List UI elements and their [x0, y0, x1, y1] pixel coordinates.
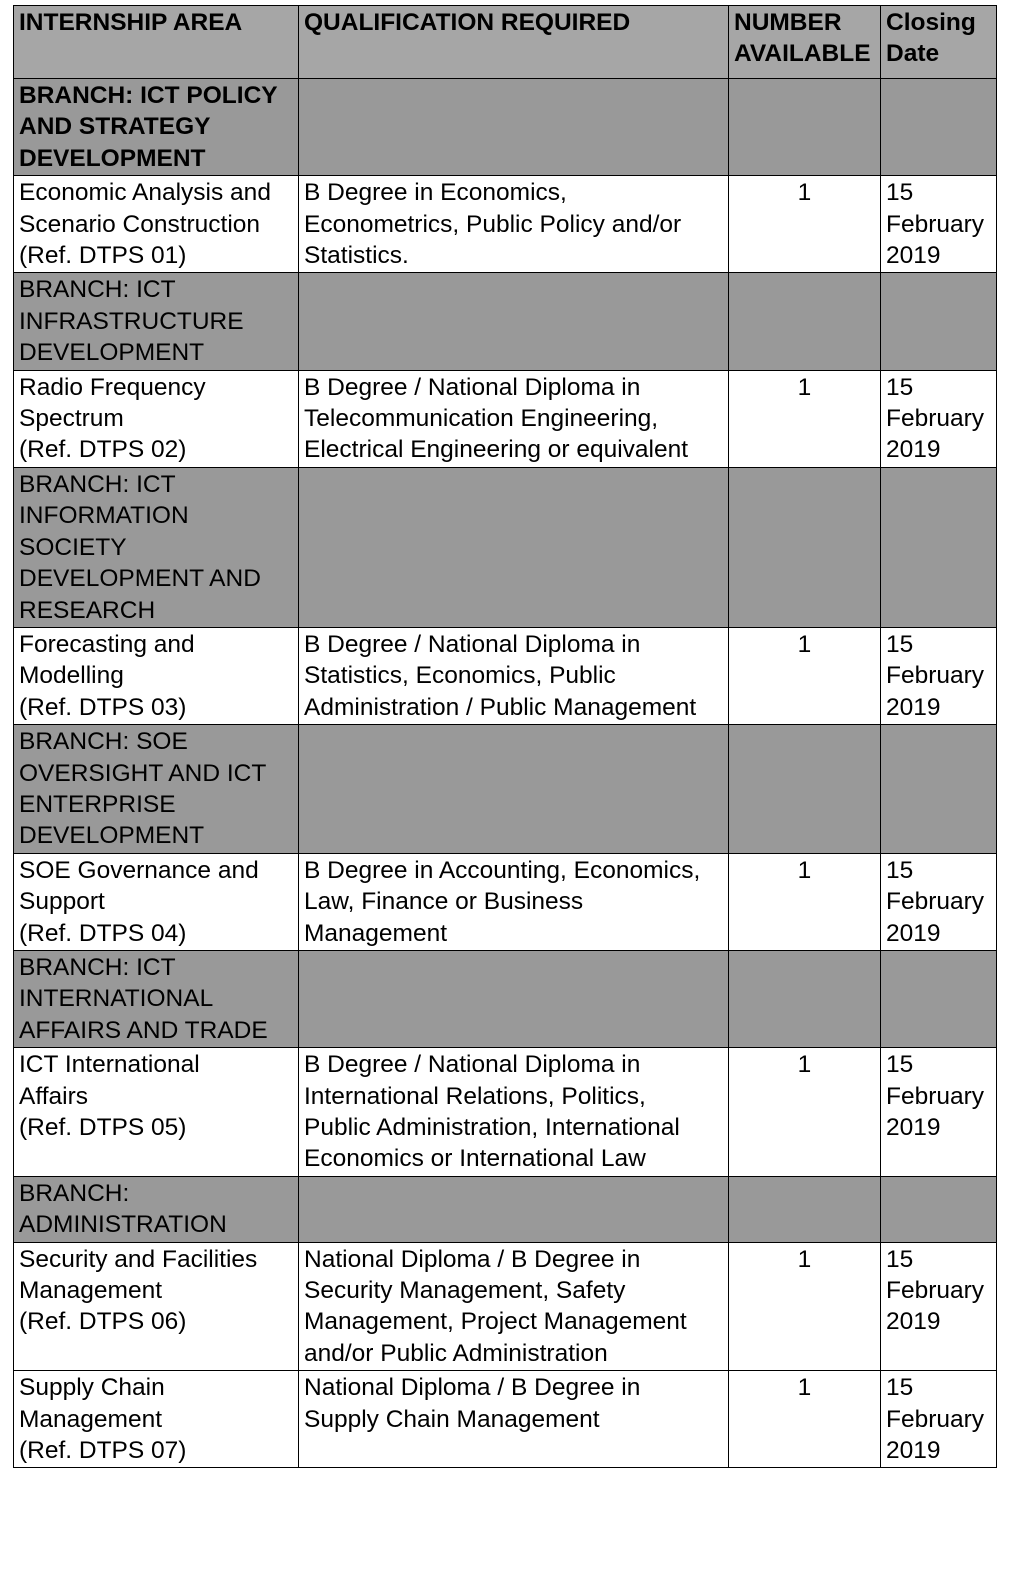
closing-date-cell: 15 February 2019 [881, 1242, 997, 1371]
header-internship-area: INTERNSHIP AREA [14, 6, 299, 79]
internship-area-cell: SOE Governance and Support (Ref. DTPS 04) [14, 853, 299, 950]
internship-area-cell: Security and Facilities Management (Ref. DTPS 06) [14, 1242, 299, 1371]
branch-row [14, 467, 997, 627]
qualification-cell: National Diploma / B Degree in Supply Chain Management [299, 1371, 729, 1468]
branch-label: BRANCH: ICT INTERNATIONAL AFFAIRS AND TRADE [14, 950, 299, 1047]
table-header-row [14, 6, 997, 79]
qualification-cell: B Degree / National Diploma in Telecommunication Engineering, Electrical Engineering or equivalent [299, 370, 729, 467]
qualification-cell: B Degree in Accounting, Economics, Law, Finance or Business Management [299, 853, 729, 950]
qualification-cell: B Degree in Economics, Econometrics, Public Policy and/or Statistics. [299, 176, 729, 273]
branch-label: BRANCH: ADMINISTRATION [14, 1176, 299, 1242]
header-qualification-required: QUALIFICATION REQUIRED [299, 6, 729, 79]
closing-date-cell: 15 February 2019 [881, 627, 997, 724]
internship-area-cell: ICT International Affairs (Ref. DTPS 05) [14, 1048, 299, 1177]
table-row [14, 627, 997, 724]
closing-date-cell: 15 February 2019 [881, 1371, 997, 1468]
table-row [14, 370, 997, 467]
closing-date-cell: 15 February 2019 [881, 1048, 997, 1177]
number-available-cell: 1 [729, 176, 881, 273]
closing-date-cell: 15 February 2019 [881, 176, 997, 273]
internship-table [13, 5, 997, 1468]
table-row [14, 853, 997, 950]
branch-row [14, 79, 997, 176]
internship-area-cell: Supply Chain Management (Ref. DTPS 07) [14, 1371, 299, 1468]
branch-label: BRANCH: SOE OVERSIGHT AND ICT ENTERPRISE DEVELOPMENT [14, 725, 299, 854]
header-closing-date: Closing Date [881, 6, 997, 79]
qualification-cell: B Degree / National Diploma in Statistics, Economics, Public Administration / Public Management [299, 627, 729, 724]
number-available-cell: 1 [729, 1048, 881, 1177]
branch-label: BRANCH: ICT INFRASTRUCTURE DEVELOPMENT [14, 273, 299, 370]
table-row [14, 1048, 997, 1177]
table-row [14, 1371, 997, 1468]
closing-date-cell: 15 February 2019 [881, 370, 997, 467]
qualification-cell: National Diploma / B Degree in Security Management, Safety Management, Project Management and/or Public Administration [299, 1242, 729, 1371]
branch-row [14, 950, 997, 1047]
branch-label: BRANCH: ICT INFORMATION SOCIETY DEVELOPMENT AND RESEARCH [14, 467, 299, 627]
table-row [14, 1242, 997, 1371]
number-available-cell: 1 [729, 1242, 881, 1371]
branch-row [14, 725, 997, 854]
number-available-cell: 1 [729, 370, 881, 467]
branch-row [14, 273, 997, 370]
closing-date-cell: 15 February 2019 [881, 853, 997, 950]
internship-area-cell: Economic Analysis and Scenario Construction (Ref. DTPS 01) [14, 176, 299, 273]
qualification-cell: B Degree / National Diploma in International Relations, Politics, Public Administration, International Economics or International Law [299, 1048, 729, 1177]
branch-row [14, 1176, 997, 1242]
internship-area-cell: Radio Frequency Spectrum (Ref. DTPS 02) [14, 370, 299, 467]
number-available-cell: 1 [729, 627, 881, 724]
header-number-available: NUMBER AVAILABLE [729, 6, 881, 79]
branch-label: BRANCH: ICT POLICY AND STRATEGY DEVELOPMENT [14, 79, 299, 176]
number-available-cell: 1 [729, 1371, 881, 1468]
table-row [14, 176, 997, 273]
number-available-cell: 1 [729, 853, 881, 950]
internship-area-cell: Forecasting and Modelling (Ref. DTPS 03) [14, 627, 299, 724]
